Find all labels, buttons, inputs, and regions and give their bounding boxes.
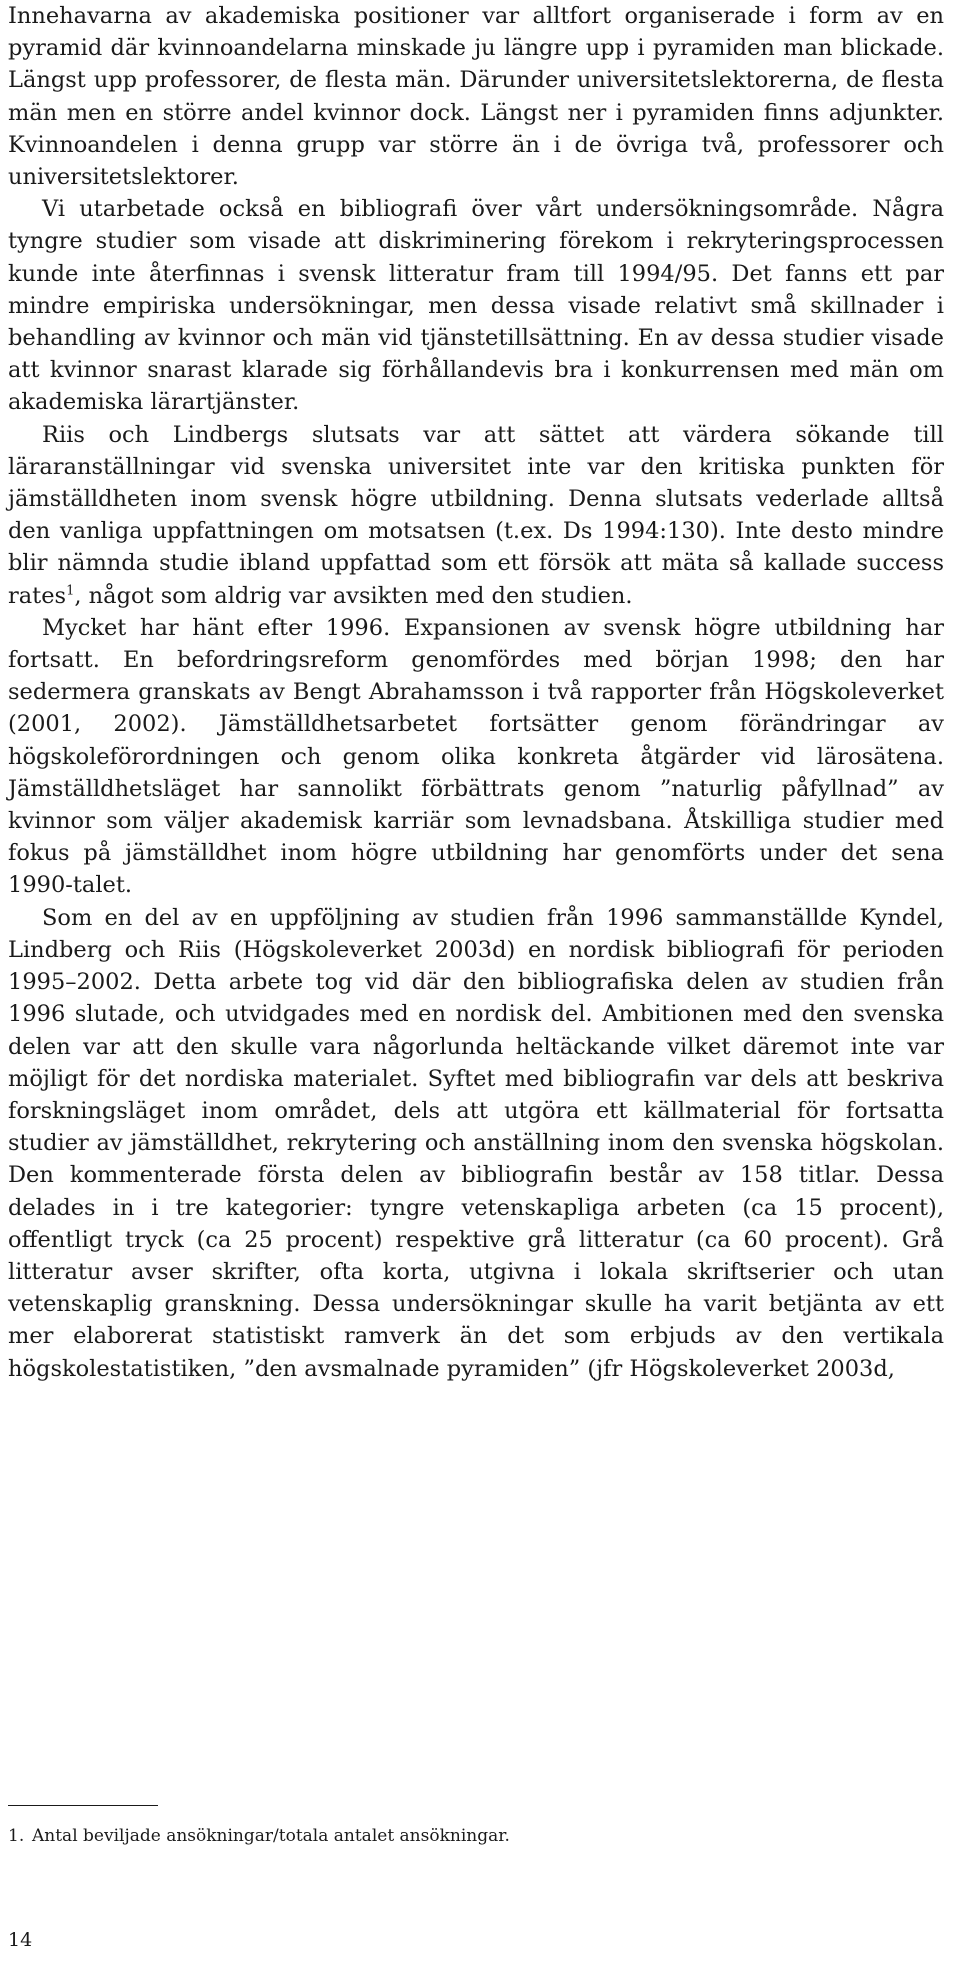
- paragraph-3: [8, 419, 944, 612]
- footnote: [8, 1824, 944, 1848]
- footnote-divider: [8, 1805, 158, 1806]
- paragraph-2: Vi utarbetade också en bibliografi över vårt undersökningsområde. Några tyngre studier som visade att diskriminering förekom i rekryteringsprocessen kunde inte återfinnas i svensk litteratur fram till 1994/95. Det fanns ett par mindre empiriska undersökningar, men dessa visade relativt små skillnader i behandling av kvinnor och män vid tjänstetillsättning. En av dessa studier visade att kvinnor snarast klarade sig förhållandevis bra i konkurrensen med män om akademiska lärartjänster.: [8, 196, 944, 416]
- paragraph-4: Mycket har hänt efter 1996. Expansionen av svensk högre utbildning har fortsatt. En befordringsreform genomfördes med början 1998; den har sedermera granskats av Bengt Abrahamsson i två rapporter från Högskoleverket (2001, 2002). Jämställdhetsarbetet fortsätter genom förändringar av högskoleförordningen och genom olika konkreta åtgärder vid lärosätena. Jämställdhetsläget har sannolikt förbättrats genom ”naturlig påfyllnad” av kvinnor som väljer akademisk karriär som levnadsbana. Åtskilliga studier med fokus på jämställdhet inom högre utbildning har genomförts under det sena 1990-talet.: [8, 614, 944, 899]
- paragraph-3-text-b: , något som aldrig var avsikten med den studien.: [74, 582, 633, 609]
- footnote-number: 1.: [8, 1826, 25, 1846]
- page-body: [8, 0, 944, 1385]
- main-text: [8, 0, 944, 1385]
- page-number: 14: [8, 1929, 33, 1951]
- paragraph-1: Innehavarna av akademiska positioner var alltfort organiserade i form av en pyramid där kvinnoandelarna minskade ju längre upp i pyramiden man blickade. Längst upp professorer, de flesta män. Därunder universitetslektorerna, de flesta män men en större andel kvinnor dock. Längst ner i pyramiden finns adjunkter. Kvinnoandelen i denna grupp var större än i de övriga två, professorer och universitetslektorer.: [8, 3, 944, 191]
- paragraph-3-text-a: Riis och Lindbergs slutsats var att sättet att värdera sökande till läraranställningar vid svenska universitet inte var den kritiska punkten för jämställdheten inom svensk högre utbildning. Denna slutsats vederlade alltså den vanliga uppfattningen om motsatsen (t.ex. Ds 1994:130). Inte desto mindre blir nämnda studie ibland uppfattad som ett försök att mäta så kallade success rates: [8, 421, 944, 609]
- footnote-reference: 1: [66, 583, 75, 599]
- paragraph-5: Som en del av en uppföljning av studien från 1996 sammanställde Kyndel, Lindberg och Riis (Högskoleverket 2003d) en nordisk bibliografi för perioden 1995–2002. Detta arbete tog vid där den bibliografiska delen av studien från 1996 slutade, och utvidgades med en nordisk del. Ambitionen med den svenska delen var att den skulle vara någorlunda heltäckande vilket däremot inte var möjligt för det nordiska materialet. Syftet med bibliografin var dels att beskriva forskningsläget inom området, dels att utgöra ett källmaterial för fortsatta studier av jämställdhet, rekrytering och anställning inom den svenska högskolan. Den kommenterade första delen av bibliografin består av 158 titlar. Dessa delades in i tre kategorier: tyngre vetenskapliga arbeten (ca 15 procent), offentligt tryck (ca 25 procent) respektive grå litteratur (ca 60 procent). Grå litteratur avser skrifter, ofta korta, utgivna i lokala skriftserier och utan vetenskaplig granskning. Dessa undersökningar skulle ha varit betjänta av ett mer elaborerat statistiskt ramverk än det som erbjuds av den vertikala högskolestatistiken, ”den avsmalnade pyramiden” (jfr Högskoleverket 2003d,: [8, 904, 944, 1382]
- footnote-text: Antal beviljade ansökningar/totala antalet ansökningar.: [32, 1826, 510, 1846]
